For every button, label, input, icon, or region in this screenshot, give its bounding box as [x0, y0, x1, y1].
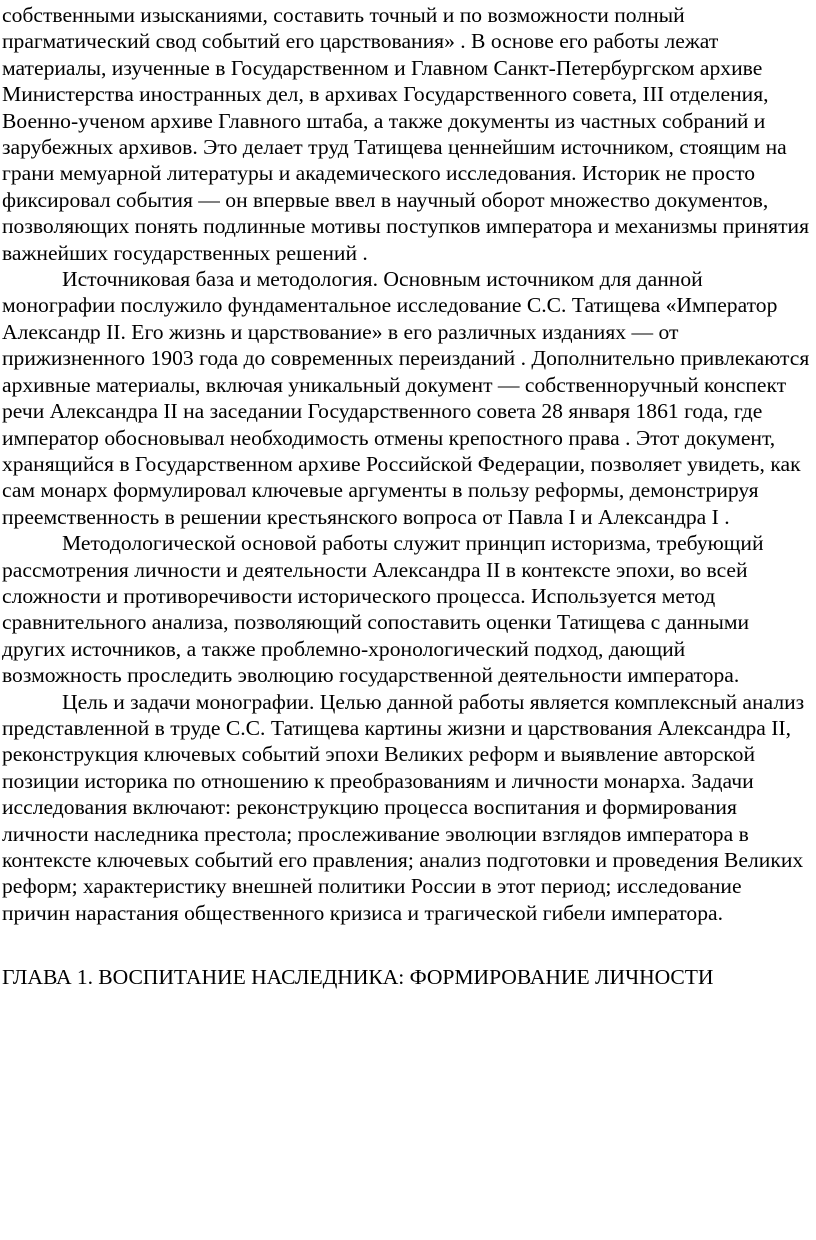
paragraph-methodological-basis: Методологической основой работы служит принцип историзма, требующий рассмотрения личности и деятельности Александра II в контексте эпохи, во всей сложности и противоречивости исторического процесса. Используется метод сравнительного анализа, позволяющий сопоставить оценки Татищева с данными других источников, а также проблемно-хронологический подход, дающий возможность проследить эволюцию государственной деятельности императора.	[2, 531, 764, 688]
paragraph-source-base-methodology: Источниковая база и методология. Основным источником для данной монографии послужило фундаментальное исследование С.С. Татищева «Император Александр II. Его жизнь и царствование» в его различных изданиях — от прижизненного 1903 года до современных переизданий . Дополнительно привлекаются архивные материалы, включая уникальный документ — собственноручный конспект речи Александра II на заседании Государственного совета 28 января 1861 года, где император обосновывал необходимость отмены крепостного права . Этот документ, хранящийся в Государственном архиве Российской Федерации, позволяет увидеть, как сам монарх формулировал ключевые аргументы в пользу реформы, демонстрируя преемственность в решении крестьянского вопроса от Павла I и Александра I .	[2, 267, 810, 529]
chapter-heading: ГЛАВА 1. ВОСПИТАНИЕ НАСЛЕДНИКА: ФОРМИРОВАНИЕ ЛИЧНОСТИ	[2, 965, 714, 990]
chapter-spacer	[2, 926, 810, 964]
paragraph-archives-sources: собственными изысканиями, составить точный и по возможности полный прагматический свод событий его царствования» . В основе его работы лежат материалы, изученные в Государственном и Главном Санкт-Петербургском архиве Министерства иностранных дел, в архивах Государственного совета, III отделения, Военно-ученом архиве Главного штаба, а также документы из частных собраний и зарубежных архивов. Это делает труд Татищева ценнейшим источником, стоящим на грани мемуарной литературы и академического исследования. Историк не просто фиксировал события — он впервые ввел в научный оборот множество документов, позволяющих понять подлинные мотивы поступков императора и механизмы принятия важнейших государственных решений .	[2, 3, 810, 265]
paragraph-goals-and-tasks: Цель и задачи монографии. Целью данной работы является комплексный анализ представленной в труде С.С. Татищева картины жизни и царствования Александра II, реконструкция ключевых событий эпохи Великих реформ и выявление авторской позиции историка по отношению к преобразованиям и личности монарха. Задачи исследования включают: реконструкцию процесса воспитания и формирования личности наследника престола; прослеживание эволюции взглядов императора в контексте ключевых событий его правления; анализ подготовки и проведения Великих реформ; характеристику внешней политики России в этот период; исследование причин нарастания общественного кризиса и трагической гибели императора.	[2, 689, 805, 925]
